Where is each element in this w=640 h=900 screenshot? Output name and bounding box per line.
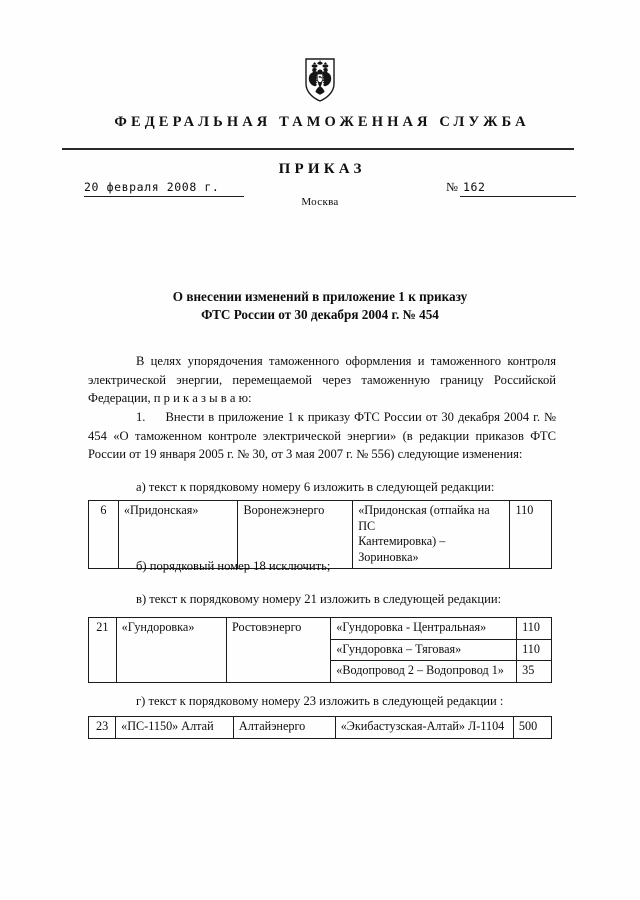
item-1-container: [88, 408, 556, 464]
item-1-marker: 1.: [136, 410, 146, 424]
item-1-text: Внести в приложение 1 к приказу ФТС России от 30 декабря 2004 г. № 454 «О таможенном контроле электрической энергии» (в редакции приказов ФТС России от 19 января 2005 г. № 30, от 3 мая 2007 г. № 556) следующие изменения:: [88, 410, 556, 462]
row-number: 23: [89, 717, 116, 739]
document-title-line-1: О внесении изменений в приложение 1 к приказу: [172, 289, 468, 304]
table-row-23: [88, 716, 552, 739]
emblem-container: [0, 58, 640, 102]
row-description: «Экибастузская-Алтай» Л-1104: [335, 717, 513, 739]
document-title: [110, 288, 530, 324]
row-number: 21: [89, 618, 117, 683]
row-description-line-1: «Придонская (отпайка на ПС: [358, 503, 490, 533]
document-date: 20 февраля 2008 г.: [84, 180, 244, 197]
row-station: «Гундоровка»: [116, 618, 226, 683]
organization-name: ФЕДЕРАЛЬНАЯ ТАМОЖЕННАЯ СЛУЖБА: [114, 114, 530, 130]
document-city: Москва: [301, 196, 339, 208]
table-row: [89, 717, 552, 739]
row-description: «Гундоровка - Центральная»: [331, 618, 517, 640]
russian-coat-of-arms-icon: [303, 58, 337, 102]
sub-item-a: а) текст к порядковому номеру 6 изложить в следующей редакции:: [136, 480, 495, 494]
document-number-block: [446, 180, 576, 197]
row-description: [353, 501, 510, 569]
row-description-line-2: Кантемировка) – Зориновка»: [358, 534, 446, 564]
row-description: «Водопровод 2 – Водопровод 1»: [331, 661, 517, 683]
preamble-paragraph: В целях упорядочения таможенного оформления и таможенного контроля электрической энергии, перемещаемой через таможенную границу Российской Федерации, п р и к а з ы в а ю:: [88, 354, 556, 406]
document-number: 162: [460, 180, 576, 197]
row-voltage: 110: [517, 639, 552, 661]
row-operator: Воронежэнерго: [238, 501, 353, 569]
sub-item-v: в) текст к порядковому номеру 21 изложить в следующей редакции:: [136, 592, 502, 606]
row-station: «Придонская»: [118, 501, 238, 569]
header-divider: [62, 148, 574, 150]
sub-item-g: г) текст к порядковому номеру 23 изложить в следующей редакции :: [136, 694, 504, 708]
row-voltage: 110: [510, 501, 552, 569]
number-sign: №: [446, 180, 458, 194]
row-voltage: 500: [513, 717, 551, 739]
row-operator: Ростовэнерго: [227, 618, 331, 683]
sub-item-b: б) порядковый номер 18 исключить;: [136, 559, 331, 573]
row-number: 6: [89, 501, 119, 569]
document-kind: ПРИКАЗ: [278, 161, 366, 177]
item-1-paragraph: [88, 408, 556, 464]
row-operator: Алтайэнерго: [233, 717, 335, 739]
row-description: «Гундоровка – Тяговая»: [331, 639, 517, 661]
row-voltage: 35: [517, 661, 552, 683]
preamble-paragraph-container: [88, 352, 556, 408]
table-row: [89, 618, 552, 640]
table-row-21: [88, 617, 552, 683]
document-title-line-2: ФТС России от 30 декабря 2004 г. № 454: [201, 307, 439, 322]
row-station: «ПС-1150» Алтай: [116, 717, 234, 739]
row-voltage: 110: [517, 618, 552, 640]
